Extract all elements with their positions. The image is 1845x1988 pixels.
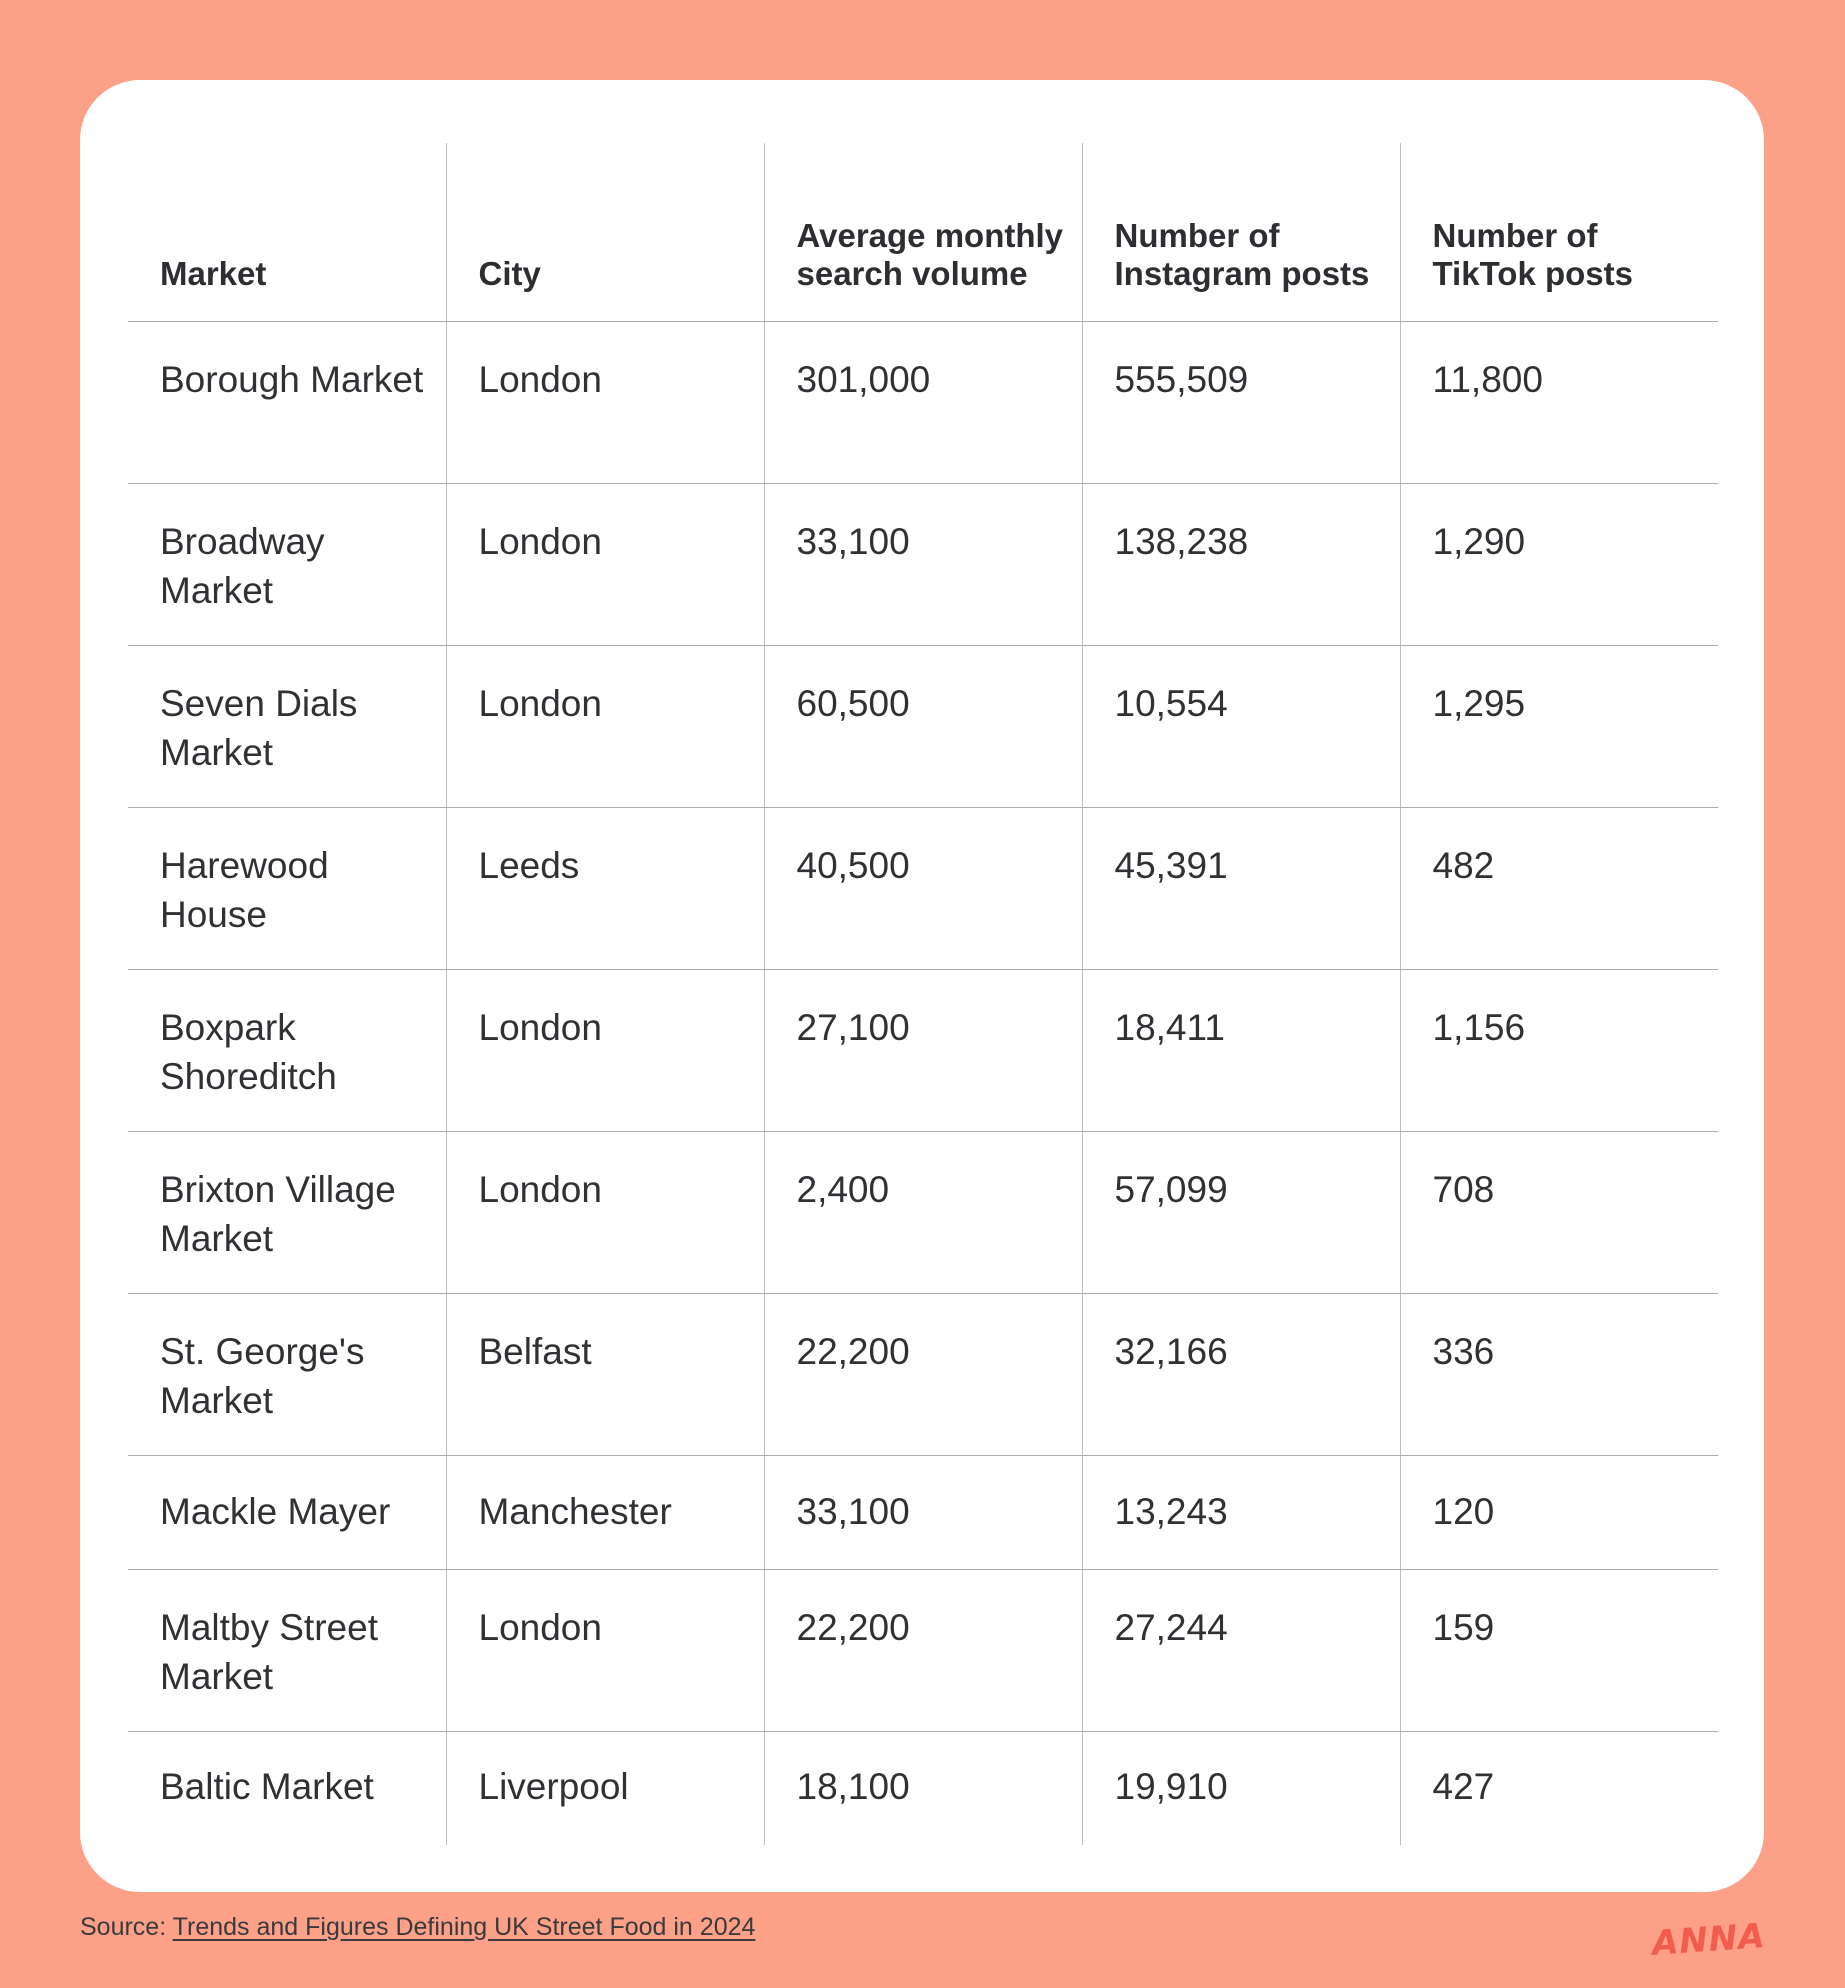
market-cell: Brixton Village Market <box>128 1131 446 1293</box>
table-row <box>128 645 1718 807</box>
market-cell: Broadway Market <box>128 483 446 645</box>
tiktok-posts-cell: 1,290 <box>1400 483 1718 645</box>
column-header-search-volume: Average monthly search volume <box>764 143 1082 321</box>
tiktok-posts-cell: 159 <box>1400 1569 1718 1731</box>
market-table <box>128 143 1718 1845</box>
market-cell: Maltby Street Market <box>128 1569 446 1731</box>
search-volume-cell: 22,200 <box>764 1569 1082 1731</box>
tiktok-posts-cell: 708 <box>1400 1131 1718 1293</box>
search-volume-cell: 18,100 <box>764 1731 1082 1845</box>
tiktok-posts-cell: 120 <box>1400 1455 1718 1569</box>
instagram-posts-cell: 18,411 <box>1082 969 1400 1131</box>
instagram-posts-cell: 555,509 <box>1082 321 1400 483</box>
instagram-posts-cell: 45,391 <box>1082 807 1400 969</box>
city-cell: London <box>446 1131 764 1293</box>
table-card <box>80 80 1764 1892</box>
market-cell: St. George's Market <box>128 1293 446 1455</box>
city-cell: London <box>446 969 764 1131</box>
city-cell: London <box>446 483 764 645</box>
tiktok-posts-cell: 427 <box>1432 1765 1495 1807</box>
city-cell: London <box>446 645 764 807</box>
instagram-posts-cell: 27,244 <box>1082 1569 1400 1731</box>
table-row <box>128 483 1718 645</box>
table-row <box>128 1731 1718 1845</box>
market-cell: Baltic Market <box>128 1731 446 1845</box>
source-label: Source: <box>80 1913 167 1941</box>
search-volume-cell: 27,100 <box>764 969 1082 1131</box>
table-row <box>128 1455 1718 1569</box>
column-header-instagram-posts: Number of Instagram posts <box>1082 143 1400 321</box>
instagram-posts-cell: 13,243 <box>1082 1455 1400 1569</box>
instagram-posts-cell: 10,554 <box>1082 645 1400 807</box>
table-header <box>128 143 1718 321</box>
city-cell: London <box>446 321 764 483</box>
market-cell: Borough Market <box>128 321 446 483</box>
search-volume-cell: 33,100 <box>764 1455 1082 1569</box>
instagram-posts-cell: 19,910 <box>1082 1731 1400 1845</box>
column-header-city: City <box>446 143 764 321</box>
city-cell: Manchester <box>446 1455 764 1569</box>
tiktok-posts-cell: 1,295 <box>1400 645 1718 807</box>
tiktok-posts-cell: 1,156 <box>1400 969 1718 1131</box>
city-cell: Leeds <box>446 807 764 969</box>
anna-logo: ANNA <box>1650 1916 1767 1964</box>
market-cell: Boxpark Shoreditch <box>128 969 446 1131</box>
search-volume-cell: 33,100 <box>764 483 1082 645</box>
table-row <box>128 969 1718 1131</box>
column-header-market: Market <box>128 143 446 321</box>
tiktok-posts-cell: 336 <box>1400 1293 1718 1455</box>
city-cell: London <box>446 1569 764 1731</box>
search-volume-cell: 301,000 <box>764 321 1082 483</box>
source-note <box>80 1913 755 1942</box>
tiktok-posts-cell: 11,800 <box>1400 321 1718 483</box>
table-row <box>128 1131 1718 1293</box>
search-volume-cell: 40,500 <box>764 807 1082 969</box>
tiktok-posts-cell: 482 <box>1400 807 1718 969</box>
market-cell: Seven Dials Market <box>128 645 446 807</box>
search-volume-cell: 60,500 <box>764 645 1082 807</box>
search-volume-cell: 2,400 <box>764 1131 1082 1293</box>
market-cell: Mackle Mayer <box>128 1455 446 1569</box>
table-row <box>128 1293 1718 1455</box>
instagram-posts-cell: 57,099 <box>1082 1131 1400 1293</box>
table-row <box>128 1569 1718 1731</box>
instagram-posts-cell: 32,166 <box>1082 1293 1400 1455</box>
instagram-posts-cell: 138,238 <box>1082 483 1400 645</box>
table-row <box>128 321 1718 483</box>
table-row <box>128 807 1718 969</box>
market-cell: Harewood House <box>128 807 446 969</box>
search-volume-cell: 22,200 <box>764 1293 1082 1455</box>
city-cell: Belfast <box>446 1293 764 1455</box>
city-cell: Liverpool <box>446 1731 764 1845</box>
source-link[interactable]: Trends and Figures Defining UK Street Food in 2024 <box>172 1913 756 1941</box>
header-row <box>128 143 1718 321</box>
column-header-tiktok-posts: Number of TikTok posts <box>1400 143 1718 321</box>
table-body <box>128 321 1718 1845</box>
